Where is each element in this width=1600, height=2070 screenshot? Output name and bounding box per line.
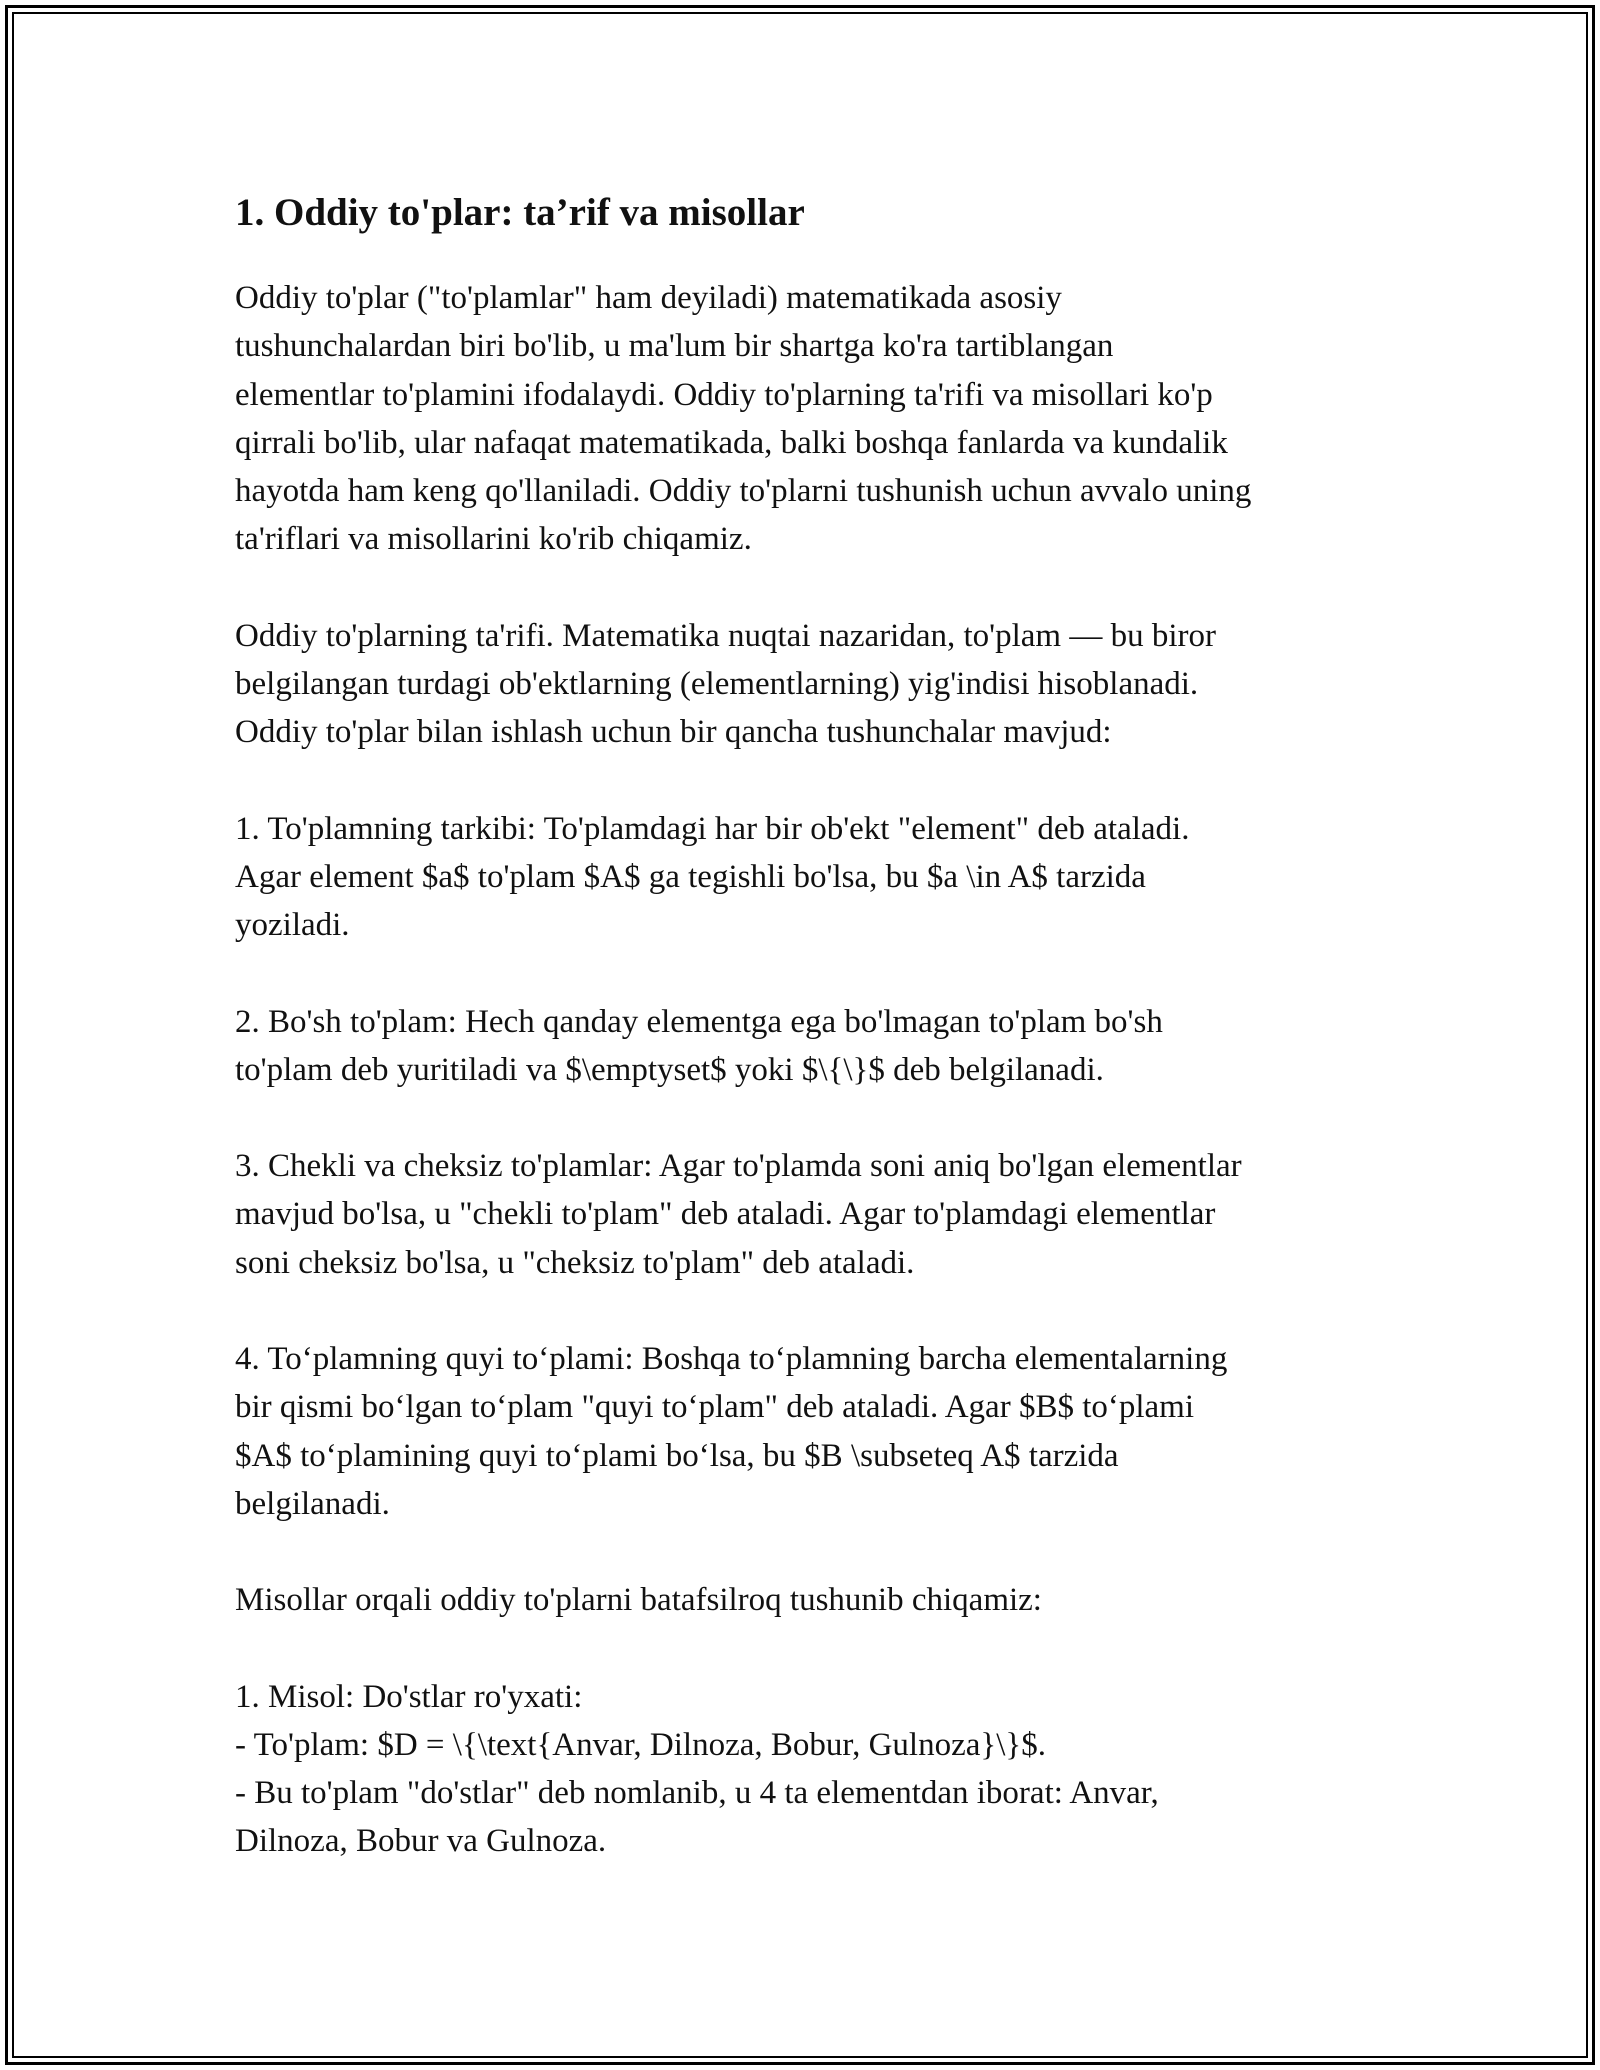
example-friends-list: 1. Misol: Do'stlar ro'yxati: - To'plam: $D = \{\text{Anvar, Dilnoza, Bobur, Gulnoza}\}$. - Bu to'plam "do'stlar" deb nomlanib, u 4 ta elementdan iborat: Anvar, Dilnoza, Bobur va Gulnoza. bbox=[235, 1678, 1159, 1860]
definition-paragraph: Oddiy to'plarning ta'rifi. Matematika nuqtai nazaridan, to'plam — bu biror belgilangan turdagi ob'ektlarning (elementlarning) yig'indisi hisoblanadi. Oddiy to'plar bilan ishlash uchun bir qancha tushunchalar mavjud: bbox=[235, 617, 1216, 751]
examples-intro-paragraph: Misollar orqali oddiy to'plarni batafsilroq tushunib chiqamiz: bbox=[235, 1582, 1042, 1619]
concept-item-finite-infinite: 3. Chekli va cheksiz to'plamlar: Agar to'plamda soni aniq bo'lgan elementlar mavjud bo'lsa, u "chekli to'plam" deb ataladi. Agar to'plamdagi elementlar soni cheksiz bo'lsa, u "cheksiz to'plam" deb ataladi. bbox=[235, 1148, 1242, 1281]
concept-item-composition: 1. To'plamning tarkibi: To'plamdagi har bir ob'ekt "element" deb ataladi. Agar element $a$ to'plam $A$ ga tegishli bo'lsa, bu $a \in A$ tarzida yoziladi. bbox=[235, 810, 1190, 944]
concept-item-empty-set: 2. Bo'sh to'plam: Hech qanday elementga ega bo'lmagan to'plam bo'sh to'plam deb yuritiladi va $\emptyset$ yoki $\{\}$ deb belgilanadi. bbox=[235, 1003, 1163, 1088]
concept-item-subset: 4. To‘plamning quyi to‘plami: Boshqa to‘plamning barcha elementalarning bir qismi bo‘lgan to‘plam "quyi to‘plam" deb ataladi. Agar $B$ to‘plami $A$ to‘plamining quyi to‘plami bo‘lsa, bu $B \subseteq A$ tarzida belgilanadi. bbox=[235, 1341, 1228, 1522]
intro-paragraph: Oddiy to'plar ("to'plamlar" ham deyiladi) matematikada asosiy tushunchalardan biri bo'lib, u ma'lum bir shartga ko'ra tartiblangan elementlar to'plamini ifodalaydi. Oddiy to'plarning ta'rifi va misollari ko'p qirrali bo'lib, ular nafaqat matematikada, balki boshqa fanlarda va kundalik hayotda ham keng qo'llaniladi. Oddiy to'plarni tushunish uchun avvalo uning ta'riflari va misollarini ko'rib chiqamiz. bbox=[235, 280, 1252, 558]
section-heading: 1. Oddiy to'plar: ta’rif va misollar bbox=[235, 191, 805, 234]
document-body bbox=[235, 180, 1385, 1866]
